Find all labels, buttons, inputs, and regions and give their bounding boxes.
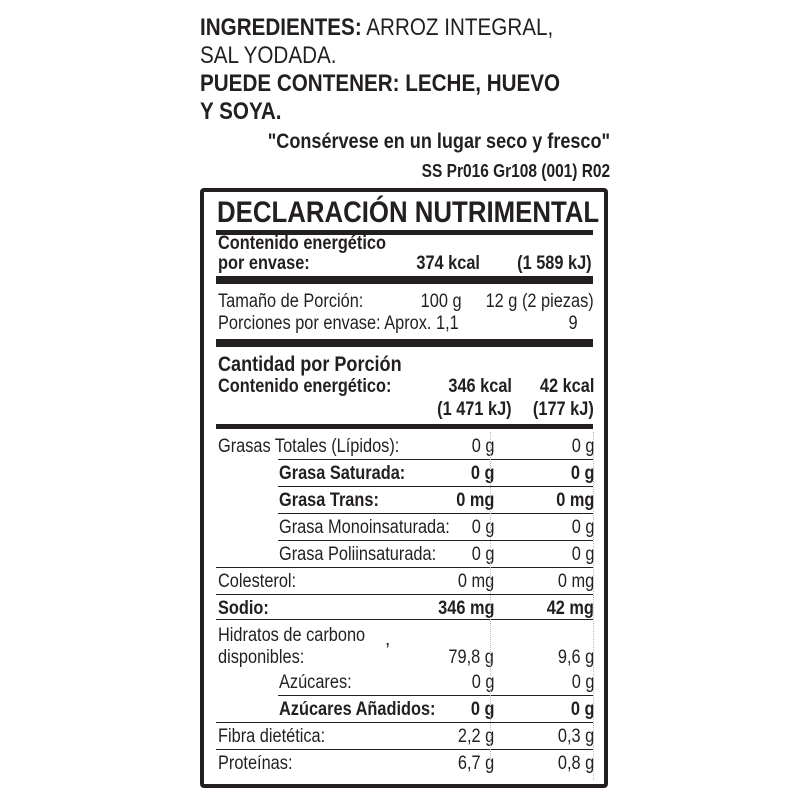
nutrient-label: Grasa Saturada: (279, 463, 406, 484)
nutrient-value-portion: 0 g (571, 544, 594, 565)
energy-label: Contenido energético: (218, 376, 392, 397)
nutrient-value-portion: 0,3 g (557, 726, 594, 747)
nutrient-label: Sodio: (218, 598, 269, 619)
energy-portion-kj: (177 kJ) (533, 399, 594, 420)
nutrient-label: Proteínas: (218, 753, 293, 774)
row-divider (278, 486, 593, 487)
row-divider (216, 749, 593, 750)
allergen-line-2 (200, 98, 619, 126)
energy-pack-label-1: Contenido energético (218, 233, 386, 254)
nutrient-label: Grasa Monoinsaturada: (279, 517, 450, 538)
nutrient-value-portion: 0 g (570, 699, 594, 720)
nutrient-value-portion: 0,8 g (557, 753, 594, 774)
energy-pack-label-2: por envase: (218, 253, 310, 274)
storage-note-row (0, 130, 610, 154)
carbs-label-2: disponibles: (218, 647, 305, 668)
nutrient-value-portion: 0 g (571, 517, 594, 538)
servings-divider (216, 339, 593, 347)
column-guide-portion (593, 432, 594, 780)
batch-code-row (0, 161, 610, 182)
nutrition-title: DECLARACIÓN NUTRIMENTAL (217, 196, 600, 229)
row-divider (278, 695, 593, 696)
ingredients-text-2: SAL YODADA. (200, 42, 337, 69)
nutrient-value-portion: 0 g (570, 463, 594, 484)
servings-label: Porciones por envase: Aprox. 1,1 (218, 313, 459, 334)
energy-pack-divider (216, 276, 593, 284)
serving-size-portion: 12 g (2 piezas) (485, 291, 594, 312)
per-serving-heading: Cantidad por Porción (218, 353, 402, 376)
carbs-divider-top (216, 619, 593, 620)
row-divider (216, 567, 593, 568)
nutrient-value-portion: 0 mg (555, 490, 594, 511)
nutrient-value-100g: 0 mg (455, 490, 494, 511)
row-divider (216, 594, 593, 595)
nutrient-value-100g: 0 g (471, 517, 494, 538)
nutrient-value-100g: 0 g (470, 699, 494, 720)
nutrient-label: Azúcares: (279, 672, 352, 693)
energy-pack-kj: (1 589 kJ) (517, 253, 592, 274)
nutrient-label: Grasa Poliinsaturada: (279, 544, 437, 565)
ingredients-text-1: ARROZ INTEGRAL, (361, 14, 554, 41)
ingredients-label: INGREDIENTES: (200, 14, 362, 41)
energy-divider (216, 424, 593, 429)
allergen-line-1 (200, 70, 619, 98)
row-divider (216, 722, 593, 723)
carbs-mark: , (385, 629, 391, 650)
serving-size-100: 100 g (421, 291, 462, 312)
nutrient-value-portion: 0 g (571, 672, 594, 693)
nutrient-value-100g: 0 g (470, 463, 494, 484)
energy-100-kj: (1 471 kJ) (437, 399, 512, 420)
nutrient-value-100g: 2,2 g (457, 726, 494, 747)
nutrient-value-100g: 0 mg (457, 571, 494, 592)
nutrient-value-100g: 0 g (471, 544, 494, 565)
nutrient-value-100g: 346 mg (437, 598, 494, 619)
column-guide-100 (490, 432, 491, 760)
nutrient-label: Grasa Trans: (279, 490, 379, 511)
nutrient-label: Grasas Totales (Lípidos): (218, 436, 400, 457)
nutrient-value-portion: 42 mg (546, 598, 594, 619)
batch-code: SS Pr016 Gr108 (001) R02 (421, 161, 610, 181)
nutrient-label: Fibra dietética: (218, 726, 326, 747)
serving-size-label: Tamaño de Porción: (218, 291, 364, 312)
carbs-portion: 9,6 g (557, 647, 594, 668)
storage-note: "Consérvese en un lugar seco y fresco" (267, 130, 610, 153)
row-divider (278, 513, 593, 514)
ingredients-line-2 (200, 42, 619, 70)
energy-pack-kcal: 374 kcal (416, 253, 480, 274)
carbs-label-1: Hidratos de carbono (218, 625, 366, 646)
ingredients-block (200, 14, 619, 126)
allergen-text-1: PUEDE CONTENER: LECHE, HUEVO (200, 70, 561, 97)
ingredients-line-1 (200, 14, 619, 42)
nutrient-value-100g: 6,7 g (457, 753, 494, 774)
nutrient-label: Azúcares Añadidos: (279, 699, 436, 720)
servings-value: 9 (568, 313, 578, 334)
row-divider (278, 459, 593, 460)
nutrient-label: Colesterol: (218, 571, 297, 592)
energy-100-kcal: 346 kcal (448, 376, 512, 397)
energy-portion-kcal: 42 kcal (539, 376, 594, 397)
nutrient-value-portion: 0 g (571, 436, 594, 457)
carbs-100: 79,8 g (448, 647, 494, 668)
nutrient-value-100g: 0 g (471, 672, 494, 693)
nutrient-value-100g: 0 g (471, 436, 494, 457)
row-divider (278, 540, 593, 541)
allergen-text-2: Y SOYA. (200, 98, 282, 125)
nutrition-panel (200, 188, 608, 788)
nutrient-value-portion: 0 mg (557, 571, 594, 592)
